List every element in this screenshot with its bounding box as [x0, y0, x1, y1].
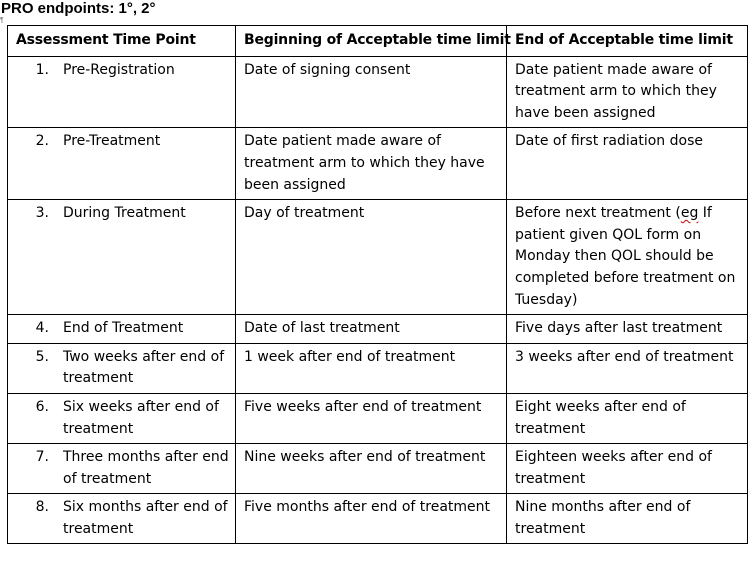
time-point-cell [8, 200, 236, 315]
time-point-label: Six weeks after end of treatment [63, 398, 219, 437]
begin-cell: Date of last treatment [236, 315, 507, 344]
begin-cell: Date patient made aware of treatment arm to which they have been assigned [236, 128, 507, 200]
time-point-label: Pre-Registration [63, 61, 175, 78]
time-point-label: End of Treatment [63, 320, 184, 337]
time-point-label: During Treatment [63, 205, 186, 222]
table-row [8, 393, 748, 443]
row-number: 2. [35, 133, 49, 150]
begin-cell: Nine weeks after end of treatment [236, 444, 507, 494]
end-text-before: Before next treatment ( [515, 205, 681, 222]
assessment-time-table [7, 25, 748, 544]
section-heading: PRO endpoints: 1°, 2° [1, 0, 156, 17]
end-cell: Nine months after end of treatment [507, 494, 748, 544]
row-number: 4. [35, 320, 49, 337]
end-cell: Five days after last treatment [507, 315, 748, 344]
time-point-cell [8, 494, 236, 544]
end-cell: Eighteen weeks after end of treatment [507, 444, 748, 494]
table-row [8, 444, 748, 494]
table-header-row [8, 26, 748, 57]
begin-cell: Day of treatment [236, 200, 507, 315]
column-header-begin: Beginning of Acceptable time limit [236, 26, 507, 57]
time-point-label: Three months after end of treatment [63, 449, 229, 487]
time-point-cell [8, 393, 236, 443]
row-number: 6. [35, 398, 49, 415]
end-text-after: If patient given QOL form on Monday then QOL should be completed before treatment on Tuesday) [515, 205, 736, 308]
time-point-label: Two weeks after end of treatment [63, 348, 225, 387]
table-row [8, 343, 748, 393]
row-number: 1. [35, 61, 49, 78]
begin-cell: Date of signing consent [236, 56, 507, 128]
row-number: 3. [35, 205, 49, 222]
time-point-label: Pre-Treatment [63, 133, 161, 150]
time-point-label: Six months after end of treatment [63, 499, 228, 537]
begin-cell: Five weeks after end of treatment [236, 393, 507, 443]
row-number: 5. [35, 348, 49, 365]
paragraph-mark-icon: ¶ [0, 17, 4, 24]
time-point-cell [8, 128, 236, 200]
table-row [8, 128, 748, 200]
row-number: 7. [35, 449, 49, 466]
column-header-end: End of Acceptable time limit [507, 26, 748, 57]
table-row [8, 315, 748, 344]
time-point-cell [8, 315, 236, 344]
end-cell [507, 200, 748, 315]
time-point-cell [8, 444, 236, 494]
end-cell: Eight weeks after end of treatment [507, 393, 748, 443]
time-point-cell [8, 343, 236, 393]
spelling-marked-word: eg [680, 205, 699, 222]
table-row [8, 494, 748, 544]
time-point-cell [8, 56, 236, 128]
end-cell: Date patient made aware of treatment arm to which they have been assigned [507, 56, 748, 128]
table-row [8, 200, 748, 315]
table-row [8, 56, 748, 128]
column-header-time-point: Assessment Time Point [8, 26, 236, 57]
begin-cell: Five months after end of treatment [236, 494, 507, 544]
end-cell: Date of first radiation dose [507, 128, 748, 200]
begin-cell: 1 week after end of treatment [236, 343, 507, 393]
end-cell: 3 weeks after end of treatment [507, 343, 748, 393]
row-number: 8. [35, 499, 49, 516]
